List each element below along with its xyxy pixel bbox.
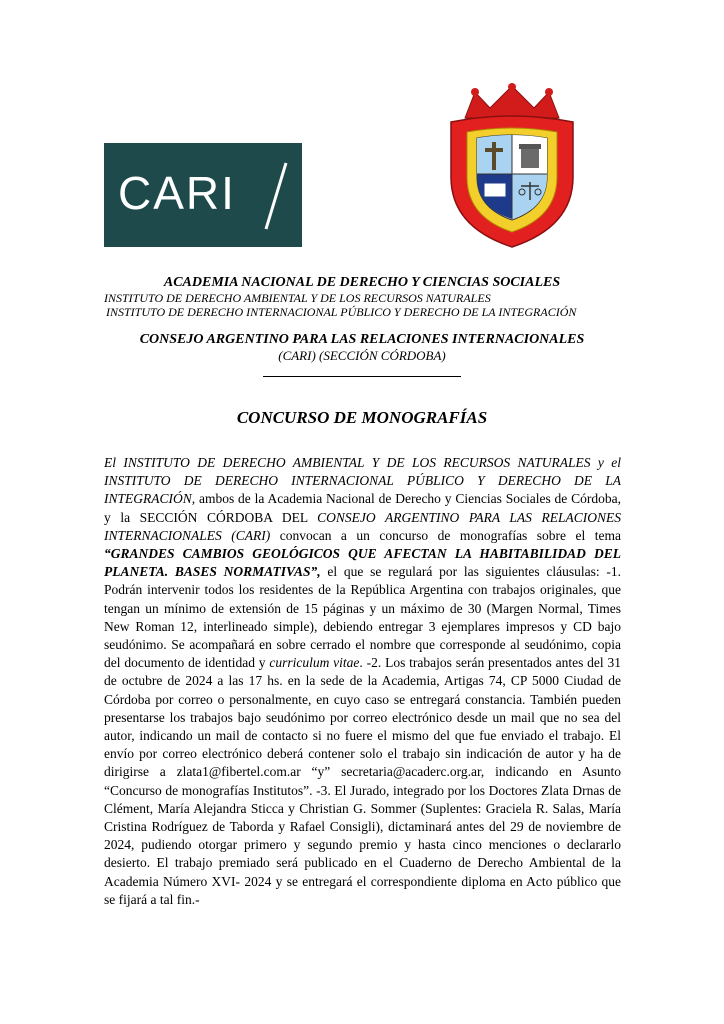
cari-slash-icon xyxy=(260,161,290,231)
divider xyxy=(263,376,461,377)
academia-heading: ACADEMIA NACIONAL DE DERECHO Y CIENCIAS SOCIALES xyxy=(163,275,561,290)
page-title: CONCURSO DE MONOGRAFÍAS xyxy=(236,408,488,427)
body-curriculum: curriculum vitae xyxy=(269,655,360,671)
body-academia: ambos de la Academia Nacional de Derecho y Ciencias Sociales de Córdoba, y la SECCIÓN CÓRDOBA DEL xyxy=(104,491,621,525)
body-institutos: El INSTITUTO DE DERECHO AMBIENTAL Y DE LOS RECURSOS NATURALES y el INSTITUTO DE DERECHO INTERNACIONAL PÚBLICO Y DERECHO DE LA INTEGRACIÓN, xyxy=(104,455,621,507)
cari-section-heading: (CARI) (SECCIÓN CÓRDOBA) xyxy=(278,348,446,363)
instituto-internacional-heading: INSTITUTO DE DERECHO INTERNACIONAL PÚBLICO Y DERECHO DE LA INTEGRACIÓN xyxy=(106,305,577,319)
body-resto: . -2. Los trabajos serán presentados antes del 31 de octubre de 2024 a las 17 hs. en la sede de la Academia, Artigas 74, CP 5000 Ciudad de Córdoba por correo o personalmente, en cuyo caso se entregará constancia. También pueden presentarse los trabajos bajo seudónimo por correo electrónico desde un mail que no sea del autor, indicando un mail de contacto si no fuere el mismo del que fue enviado el trabajo. El envío por correo electrónico deberá contener solo el trabajo sin indicación de autor y ha de dirigirse a zlata1@fibertel.com.ar “y” secretaria@acaderc.org.ar, indicando en Asunto “Concurso de monografías Institutos”. -3. El Jurado, integrado por los Doctores Zlata Drnas de Clément, María Alejandra Sticca y Christian G. Sommer (Suplentes: Graciela R. Salas, María Cristina Rodríguez de Taborda y Rafael Consigli), dictaminará antes del 29 de noviembre de 2024, pudiendo otorgar primero y segundo premio y hasta cinco menciones o declararlo desierto. El trabajo premiado será publicado en el Cuaderno de Derecho Ambiental de la Academia Número XVI- 2024 y se entregará el correspondiente diploma en Acto público que se fijará a tal fin.- xyxy=(104,655,621,907)
cari-logo xyxy=(104,143,302,247)
cari-heading: CONSEJO ARGENTINO PARA LAS RELACIONES INTERNACIONALES xyxy=(139,332,585,347)
body-tema: “GRANDES CAMBIOS GEOLÓGICOS QUE AFECTAN LA HABITABILIDAD DEL PLANETA. BASES NORMATIVAS”, xyxy=(104,546,621,580)
body-convocan: convocan a un concurso de monografías sobre el tema xyxy=(270,527,621,543)
cari-logo-text: CARI xyxy=(118,167,236,219)
academia-crest-icon xyxy=(445,82,579,250)
body-paragraph xyxy=(104,454,621,909)
instituto-ambiental-heading: INSTITUTO DE DERECHO AMBIENTAL Y DE LOS RECURSOS NATURALES xyxy=(104,291,491,305)
body-consejo: CONSEJO ARGENTINO PARA LAS RELACIONES INTERNACIONALES (CARI) xyxy=(104,509,621,543)
body-clausulas: el que se regulará por las siguientes cláusulas: -1. Podrán intervenir todos los residentes de la República Argentina con trabajos originales, que tengan un mínimo de extensión de 15 páginas y un máximo de 30 (Margen Normal, Times New Roman 12, interlineado simple), debiendo entregar 3 ejemplares impresos y CD bajo seudónimo. Se acompañará en sobre cerrado el nombre que corresponde al seudónimo, copia del documento de identidad y xyxy=(104,564,621,671)
